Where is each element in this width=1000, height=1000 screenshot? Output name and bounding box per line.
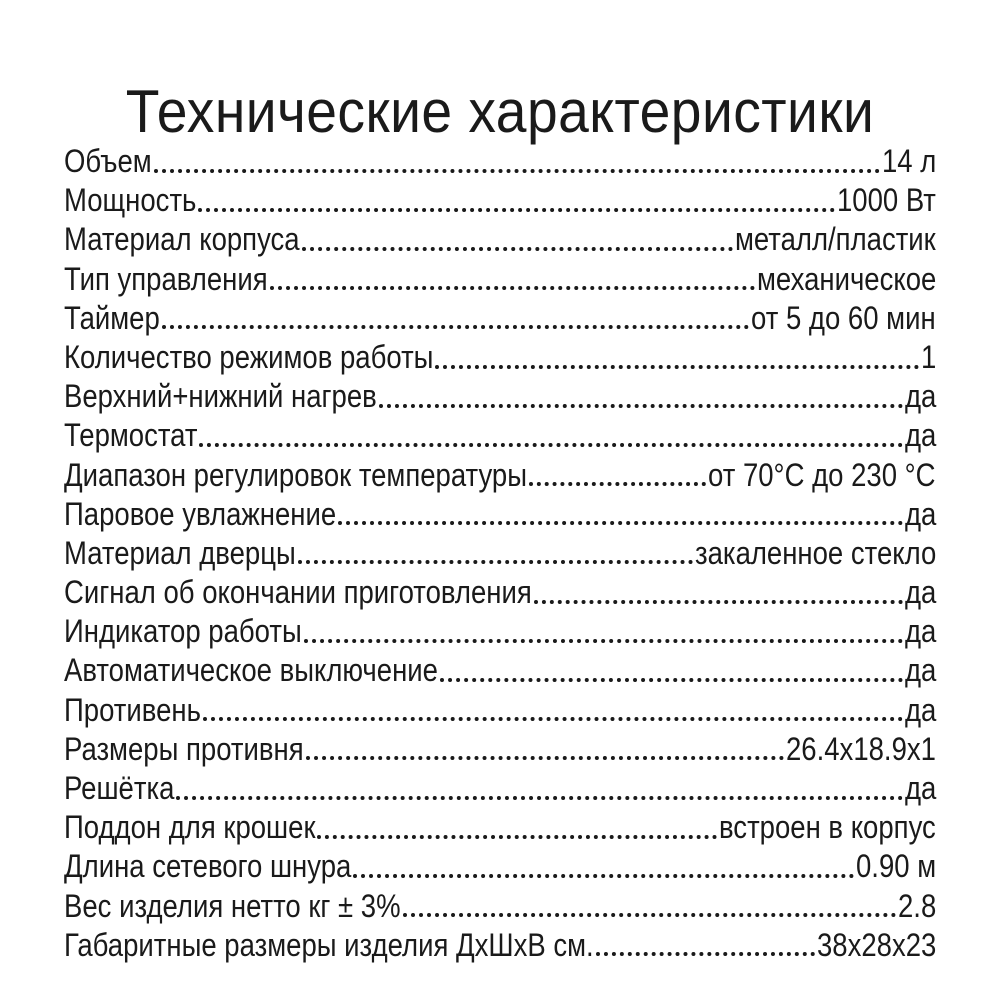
spec-value: да — [904, 378, 937, 415]
spec-value: да — [904, 652, 937, 689]
spec-row — [64, 220, 936, 259]
dot-leader — [353, 852, 854, 878]
spec-value: да — [904, 417, 937, 454]
spec-row — [64, 260, 936, 299]
spec-label: Автоматическое выключение — [64, 652, 438, 689]
dot-leader — [596, 930, 815, 956]
spec-label: Индикатор работы — [64, 613, 302, 650]
dot-leader — [198, 186, 835, 212]
dot-leader — [529, 460, 706, 486]
spec-row — [64, 142, 936, 181]
dot-leader — [203, 695, 903, 721]
spec-row — [64, 691, 936, 730]
spec-row — [64, 338, 936, 377]
spec-value: от 70°С до 230 °С — [708, 456, 937, 493]
dot-leader — [304, 617, 903, 643]
spec-label: Таймер — [64, 299, 160, 336]
dot-leader — [317, 813, 717, 839]
dot-leader — [270, 264, 755, 290]
spec-label: Поддон для крошек — [64, 809, 316, 846]
spec-row — [64, 416, 936, 455]
dot-leader — [379, 382, 903, 408]
spec-label: Противень — [64, 691, 201, 728]
spec-label: Количество режимов работы — [64, 338, 434, 375]
spec-label: Паровое увлажнение — [64, 495, 337, 532]
dot-leader — [298, 538, 693, 564]
spec-label: Объем — [64, 143, 152, 179]
spec-row — [64, 926, 936, 965]
spec-row — [64, 887, 936, 926]
spec-value: механическое — [756, 260, 937, 297]
spec-label: Материал корпуса — [64, 221, 300, 258]
spec-value: да — [904, 691, 937, 728]
spec-value: 0.90 м — [855, 848, 937, 885]
spec-label: Тип управления — [64, 260, 268, 297]
spec-value: 14 л — [881, 143, 937, 179]
page-title: Технические характеристики — [125, 78, 875, 146]
spec-row — [64, 730, 936, 769]
dot-leader — [435, 343, 918, 369]
spec-row — [64, 651, 936, 690]
spec-value: металл/пластик — [735, 221, 937, 258]
spec-value: да — [904, 574, 937, 611]
spec-value: да — [904, 613, 937, 650]
spec-value: 38x28x23 — [816, 926, 937, 963]
spec-label: Размеры противня — [64, 730, 304, 767]
dot-leader — [440, 656, 903, 682]
spec-value: 1 — [920, 338, 937, 375]
dot-leader — [154, 147, 880, 173]
spec-label: Верхний+нижний нагрев — [64, 378, 377, 415]
dot-leader — [534, 578, 903, 604]
spec-row — [64, 181, 936, 220]
spec-row — [64, 808, 936, 847]
spec-value: да — [904, 770, 937, 806]
spec-row — [64, 612, 936, 651]
spec-label: Диапазон регулировок температуры — [64, 456, 528, 493]
spec-value: от 5 до 60 мин — [751, 299, 937, 336]
dot-leader — [306, 734, 784, 760]
dot-leader — [176, 774, 902, 800]
spec-value: 1000 Вт — [837, 182, 937, 219]
spec-value: 26.4x18.9x1 — [786, 730, 937, 767]
dot-leader — [403, 891, 896, 917]
spec-label: Габаритные размеры изделия ДхШхВ см. — [64, 926, 594, 963]
spec-row — [64, 495, 936, 534]
spec-row — [64, 769, 936, 808]
spec-label: Вес изделия нетто кг ± 3% — [64, 887, 401, 924]
specs-list — [64, 142, 936, 965]
spec-row — [64, 573, 936, 612]
spec-row — [64, 534, 936, 573]
spec-value: 2.8 — [897, 887, 937, 924]
spec-label: Решётка — [64, 770, 175, 806]
spec-value: закаленное стекло — [694, 534, 937, 571]
dot-leader — [338, 499, 902, 525]
spec-value: да — [904, 495, 937, 532]
spec-value: встроен в корпус — [719, 809, 937, 846]
spec-label: Сигнал об окончании приготовления — [64, 574, 532, 611]
spec-row — [64, 377, 936, 416]
dot-leader — [199, 421, 902, 447]
spec-row — [64, 847, 936, 886]
spec-row — [64, 299, 936, 338]
spec-label: Длина сетевого шнура — [64, 848, 352, 885]
dot-leader — [162, 303, 750, 329]
dot-leader — [302, 225, 734, 251]
spec-row — [64, 456, 936, 495]
spec-label: Термостат — [64, 417, 198, 454]
spec-label: Мощность — [64, 182, 197, 219]
spec-label: Материал дверцы — [64, 534, 296, 571]
